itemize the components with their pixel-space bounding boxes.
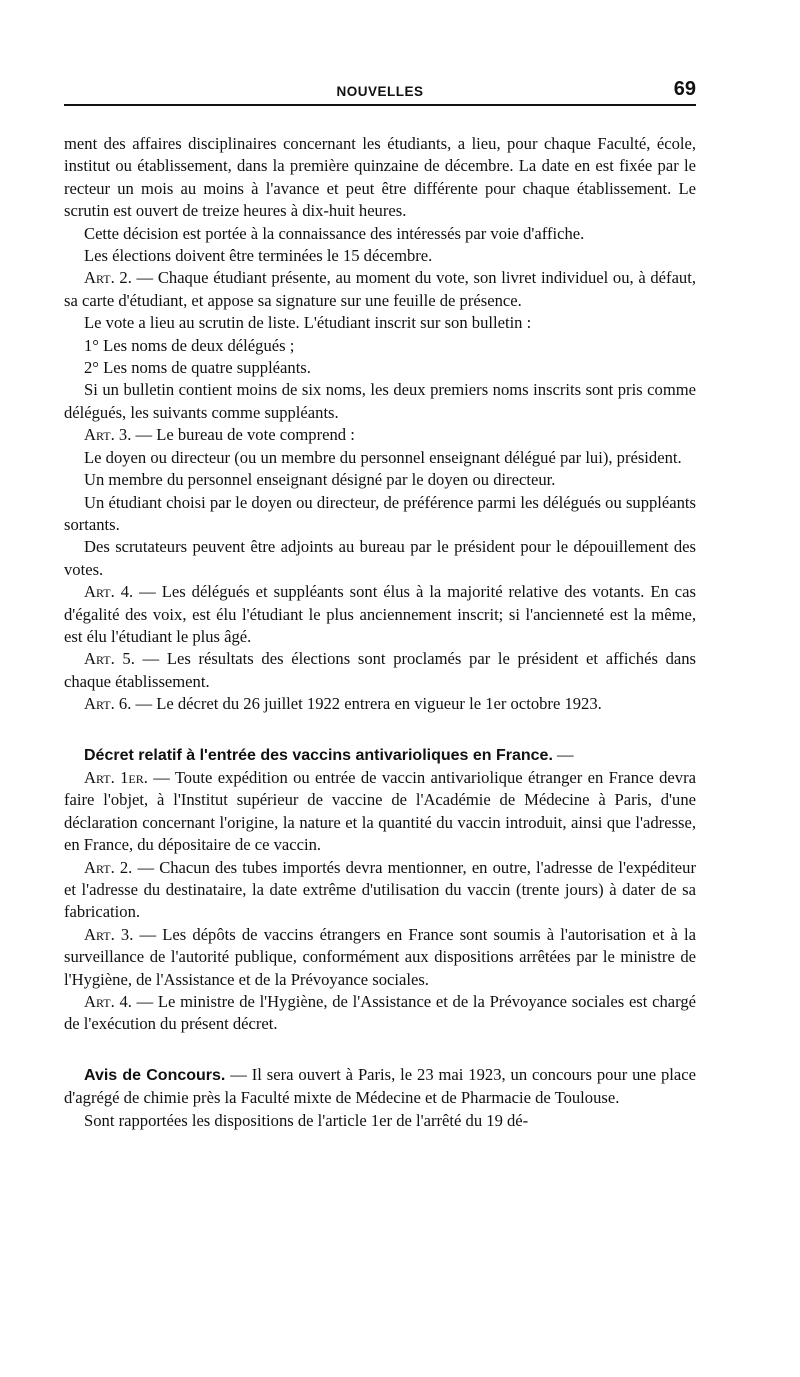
article-paragraph	[64, 424, 696, 446]
paragraph: Si un bulletin contient moins de six noms, les deux premiers noms inscrits sont pris comme délégués, les suivants comme suppléants.	[64, 380, 696, 422]
running-header	[64, 78, 696, 106]
paragraph: Le doyen ou directeur (ou un membre du personnel enseignant délégué par lui), président.	[84, 447, 682, 467]
article-paragraph	[64, 693, 696, 715]
article-text: — Les dépôts de vaccins étrangers en France sont soumis à l'autorisation et à la surveillance de l'autorité publique, conformément aux dispositions arrêtées par le ministre de l'Hygiène, de l'Assistance et de la Prévoyance sociales.	[64, 924, 697, 989]
article-label: Art. 2.	[84, 268, 132, 288]
article-paragraph	[64, 267, 696, 312]
list-item: 1° Les noms de deux délégués ;	[84, 335, 295, 355]
article-label: Art. 3.	[84, 425, 132, 445]
paragraph: Le vote a lieu au scrutin de liste. L'étudiant inscrit sur son bulletin :	[84, 313, 532, 333]
article-label: Art. 5.	[84, 649, 135, 669]
article-text: — Les résultats des élections sont proclamés par le président et affichés dans chaque établissement.	[64, 649, 697, 691]
section-gap	[64, 716, 696, 744]
paragraph: Les élections doivent être terminées le 15 décembre.	[84, 246, 433, 266]
article-label: Art. 2.	[84, 857, 133, 877]
paragraph: ment des affaires disciplinaires concernant les étudiants, a lieu, pour chaque Faculté, école, institut ou établissement, dans la première quinzaine de décembre. La date en est fixée par le recteur un mois au moins à l'avance et peut être différente pour chaque établissement. Le scrutin est ouvert de treize heures à dix-huit heures.	[64, 134, 696, 221]
article-paragraph	[64, 648, 696, 693]
heading-dash: —	[552, 744, 574, 764]
section-heading-paragraph	[64, 1064, 696, 1110]
article-paragraph	[64, 857, 696, 924]
article-label: Art. 1er.	[84, 767, 148, 787]
paragraph: Des scrutateurs peuvent être adjoints au bureau par le président pour le dépouillement des votes.	[64, 537, 696, 579]
page-body	[64, 106, 696, 1132]
paragraph: Un étudiant choisi par le doyen ou directeur, de préférence parmi les délégués ou suppléants sortants.	[64, 492, 696, 534]
section-gap	[64, 1036, 696, 1064]
paragraph: Cette décision est portée à la connaissance des intéressés par voie d'affiche.	[84, 223, 585, 243]
paragraph: Un membre du personnel enseignant désigné par le doyen ou directeur.	[84, 470, 556, 490]
list-item: 2° Les noms de quatre suppléants.	[84, 358, 311, 378]
article-text: — Toute expédition ou entrée de vaccin antivariolique étranger en France devra faire l'objet, à l'Institut supérieur de vaccine de l'Académie de Médecine à Paris, d'une déclaration concernant l'origine, la nature et la quantité du vaccin introduit, ainsi que l'adresse, en France, du dépositaire de ce vaccin.	[64, 767, 696, 855]
article-paragraph	[64, 991, 696, 1036]
section-heading: Avis de Concours.	[84, 1066, 226, 1084]
article-label: Art. 4.	[84, 582, 134, 602]
article-text: — Le ministre de l'Hygiène, de l'Assistance et de la Prévoyance sociales est chargé de l'exécution du présent décret.	[64, 992, 696, 1034]
article-paragraph	[64, 924, 696, 991]
section-heading: Décret relatif à l'entrée des vaccins antivarioliques en France.	[84, 746, 553, 764]
article-text: — Le bureau de vote comprend :	[131, 425, 355, 445]
header-title: NOUVELLES	[336, 84, 424, 99]
article-text: — Chacun des tubes importés devra mentionner, en outre, l'adresse de l'expéditeur et l'adresse du destinataire, la date extrême d'utilisation du vaccin (trente jours) à dater de sa fabrication.	[64, 857, 696, 922]
document-page	[64, 78, 696, 1132]
page-number: 69	[673, 78, 696, 100]
article-label: Art. 3.	[84, 924, 134, 944]
article-paragraph	[64, 767, 696, 857]
section-heading-paragraph	[64, 744, 696, 767]
article-label: Art. 4.	[84, 992, 132, 1012]
article-text: — Les délégués et suppléants sont élus à la majorité relative des votants. En cas d'égalité des voix, est élu l'étudiant le plus anciennement inscrit; si l'ancienneté est la même, est élu l'étudiant le plus âgé.	[64, 582, 696, 646]
paragraph: Sont rapportées les dispositions de l'article 1er de l'arrêté du 19 dé-	[84, 1110, 529, 1130]
paragraph-text: — Il sera ouvert à Paris, le 23 mai 1923, un concours pour une place d'agrégé de chimie près la Faculté mixte de Médecine et de Pharmacie de Toulouse.	[64, 1064, 696, 1108]
article-text: — Chaque étudiant présente, au moment du vote, son livret individuel ou, à défaut, sa carte d'étudiant, et appose sa signature sur une feuille de présence.	[64, 268, 696, 310]
article-label: Art. 6.	[84, 694, 132, 714]
article-paragraph	[64, 581, 696, 648]
article-text: — Le décret du 26 juillet 1922 entrera en vigueur le 1er octobre 1923.	[131, 694, 602, 714]
